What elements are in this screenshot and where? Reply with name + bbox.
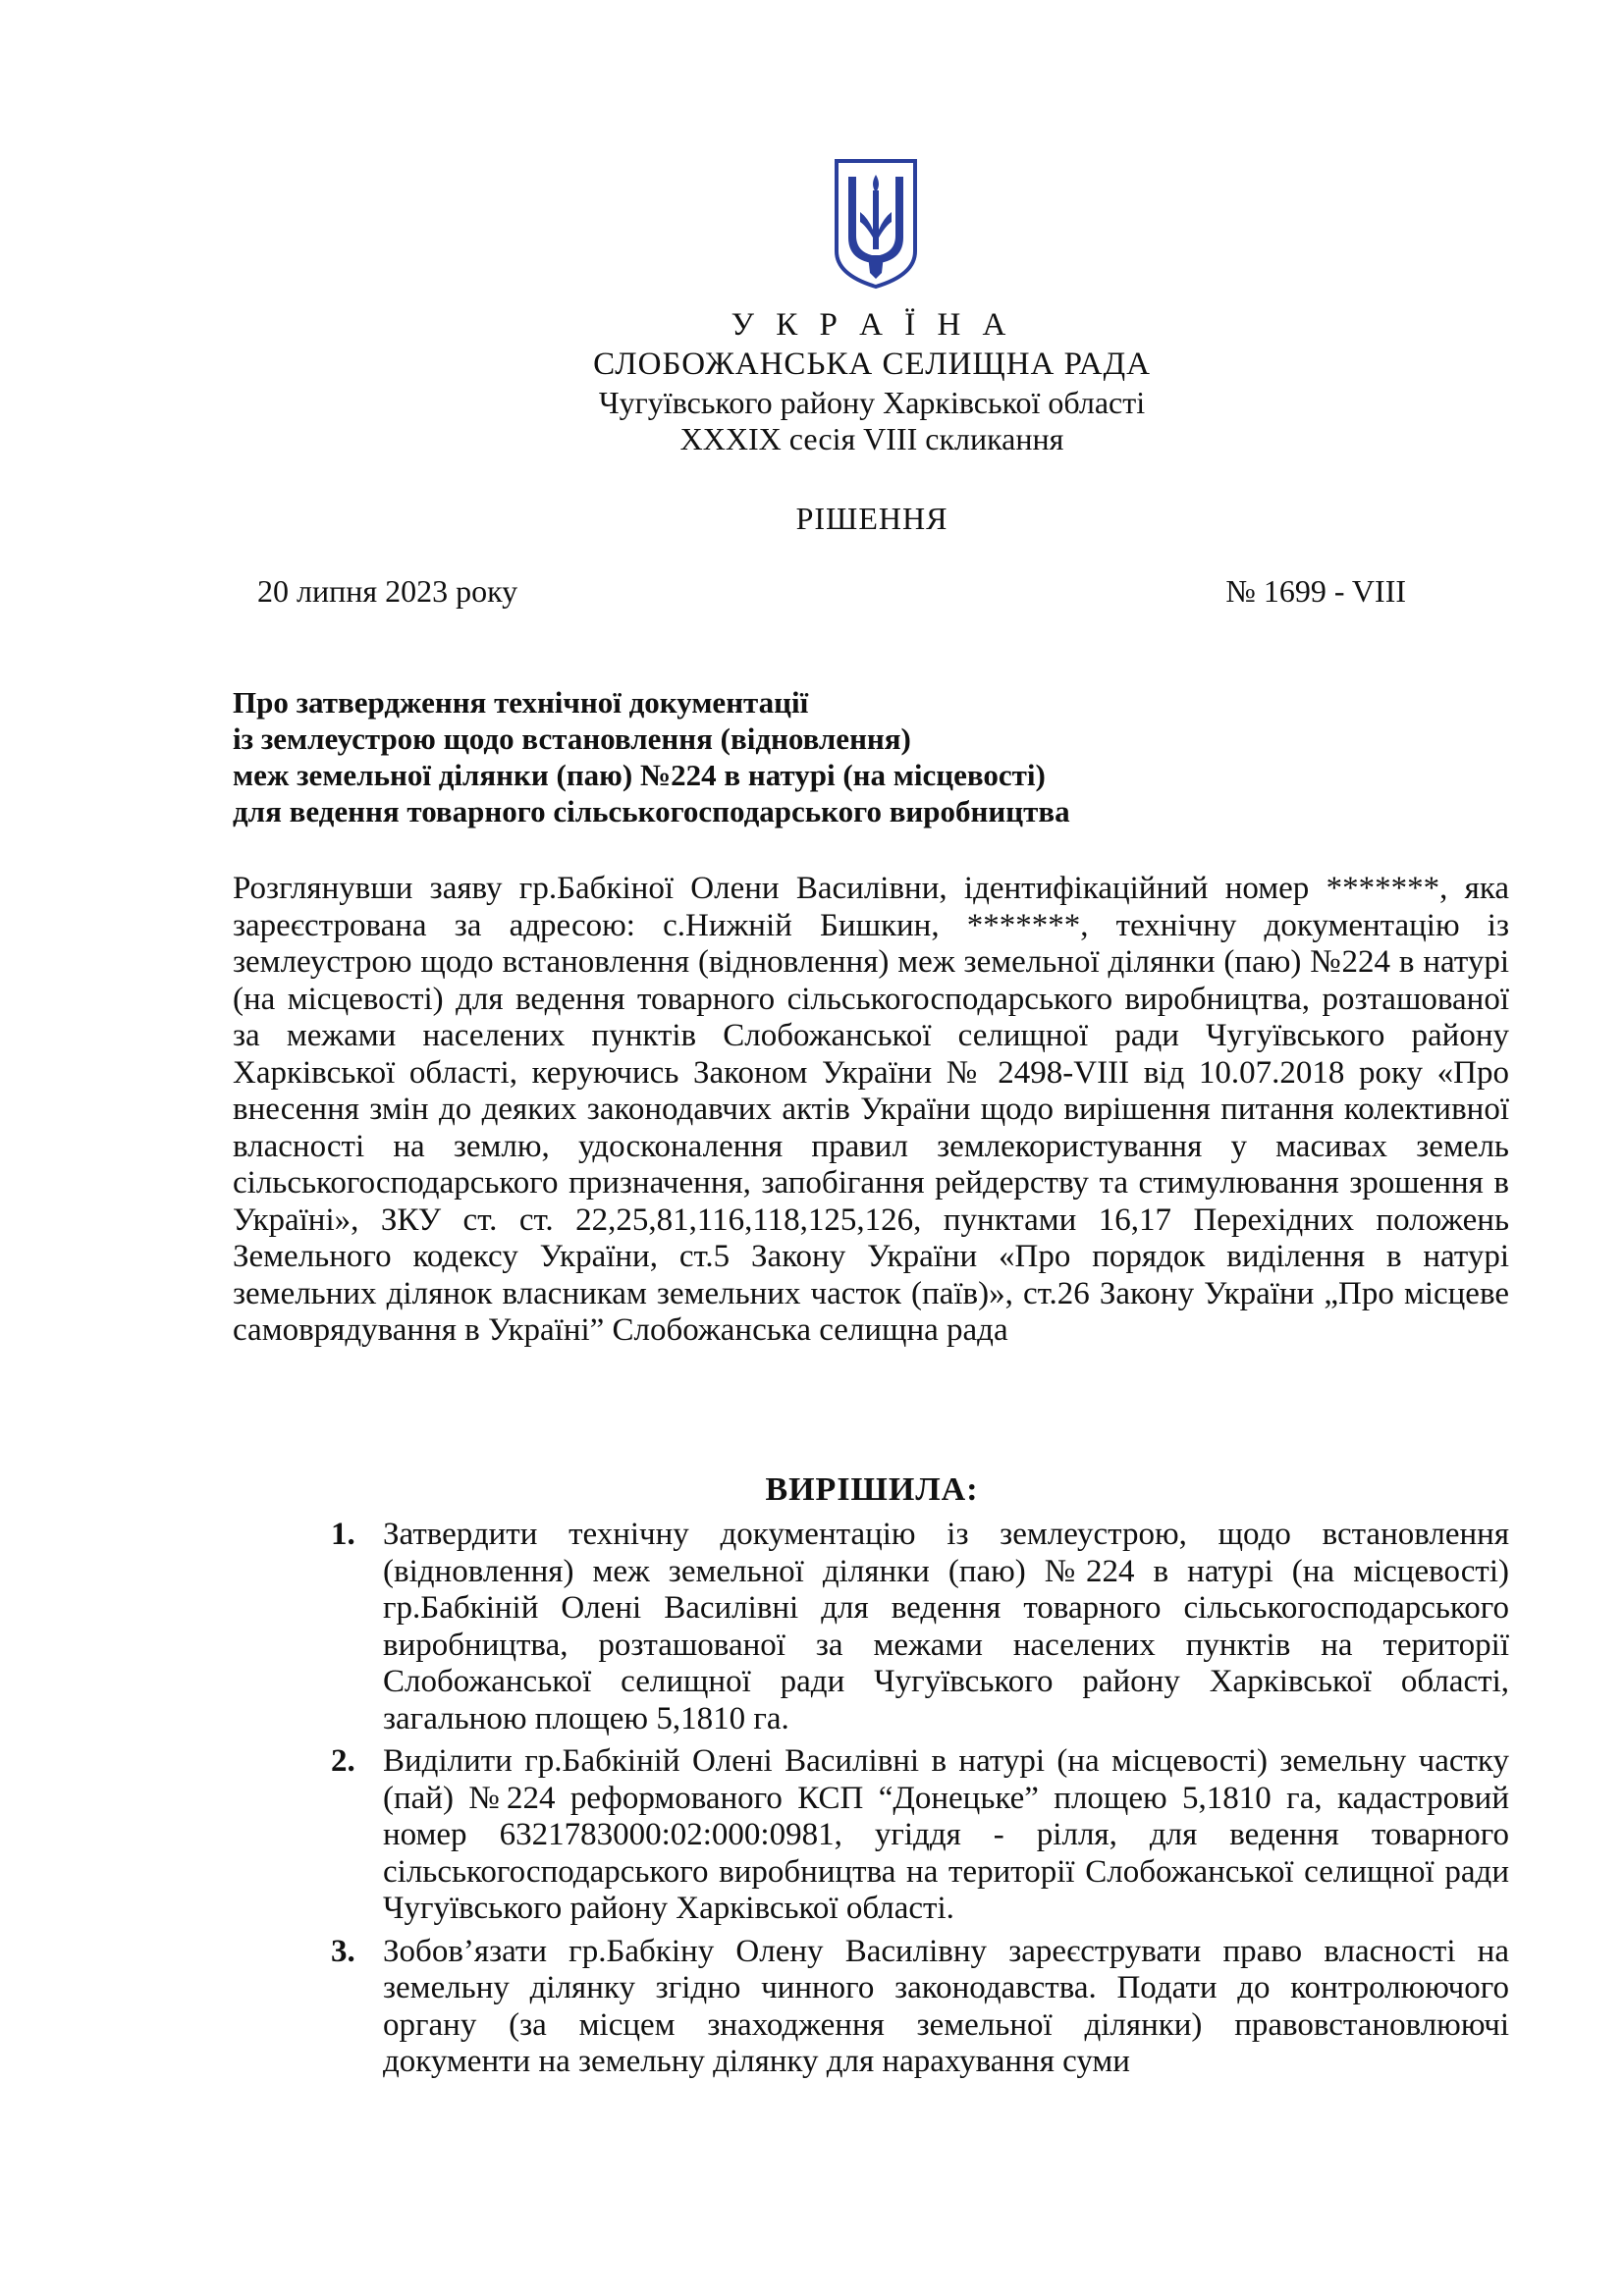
resolution-items	[331, 1517, 1509, 2087]
item-number: 3.	[331, 1933, 355, 1969]
subject-line: із землеустрою щодо встановлення (відновлення)	[233, 721, 911, 756]
item-text: Затвердити технічну документацію із землеустрою, щодо встановлення (відновлення) меж земельної ділянки (паю) №224 в натурі (на місцевості) гр.Бабкіній Олені Василівні для ведення товарного сільськогосподарського виробництва, розташованої за межами населених пунктів на території Слобожанської селищної ради Чугуївського району Харківської області, загальною площею 5,1810 га.	[383, 1517, 1509, 1736]
council-heading: СЛОБОЖАНСЬКА СЕЛИЩНА РАДА	[593, 347, 1151, 382]
country-heading: У К Р А Ї Н А	[731, 307, 1013, 343]
ukraine-trident-emblem-icon	[833, 157, 919, 291]
preamble-paragraph: Розглянувши заяву гр.Бабкіної Олени Василівни, ідентифікаційний номер *******, яка зареєстрована за адресою: с.Нижній Бишкин, *******, технічну документацію із землеустрою щодо встановлення (відновлення) меж земельної ділянки (паю) №224 в натурі (на місцевості) для ведення товарного сільськогосподарського виробництва, розташованої за межами населених пунктів Слобожанської селищної ради Чугуївського району Харківської області, керуючись Законом України № 2498-VIII від 10.07.2018 року «Про внесення змін до деяких законодавчих актів України щодо вирішення питання колективної власності на землю, удосконалення правил землекористування у масивах земель сільськогосподарського призначення, запобігання рейдерству та стимулювання зрошення в Україні», ЗКУ ст. ст. 22,25,81,116,118,125,126, пунктами 16,17 Перехідних положень Земельного кодексу України, ст.5 Закону України «Про порядок виділення в натурі земельних ділянок власникам земельних часток (паїв)», ст.26 Закону України „Про місцеве самоврядування в Україні” Слобожанська селищна рада	[233, 871, 1509, 1348]
resolution-item	[331, 1934, 1509, 2081]
item-number: 2.	[331, 1743, 355, 1779]
item-number: 1.	[331, 1517, 355, 1552]
decision-date: 20 липня 2023 року	[257, 573, 518, 609]
item-text: Виділити гр.Бабкіній Олені Василівні в натурі (на місцевості) земельну частку (пай) №224 реформованого КСП “Донецьке” площею 5,1810 га, кадастровий номер 6321783000:02:000:0981, угіддя - рілля, для ведення товарного сільськогосподарського виробництва на території Слобожанської селищної ради Чугуївського району Харківської області.	[383, 1743, 1509, 1926]
decision-title: РІШЕННЯ	[795, 501, 948, 536]
resolution-item	[331, 1517, 1509, 1737]
decision-subject	[233, 684, 1070, 829]
decision-number: № 1699 - VIII	[1225, 573, 1406, 609]
subject-line: Про затвердження технічної документації	[233, 685, 809, 720]
session-heading: XXXIX сесія VIII скликання	[679, 421, 1064, 456]
district-heading: Чугуївського району Харківської області	[598, 385, 1146, 420]
item-text: Зобов’язати гр.Бабкіну Олену Василівну зареєструвати право власності на земельну ділянку згідно чинного законодавства. Подати до контролюючого органу (за місцем знаходження земельної ділянки) правовстановлюючі документи на земельну ділянку для нарахування суми	[383, 1933, 1509, 2079]
subject-line: меж земельної ділянки (паю) №224 в натурі (на місцевості)	[233, 758, 1046, 792]
subject-line: для ведення товарного сільськогосподарського виробництва	[233, 794, 1070, 828]
resolved-heading: ВИРІШИЛА:	[765, 1471, 979, 1508]
resolution-item	[331, 1743, 1509, 1928]
